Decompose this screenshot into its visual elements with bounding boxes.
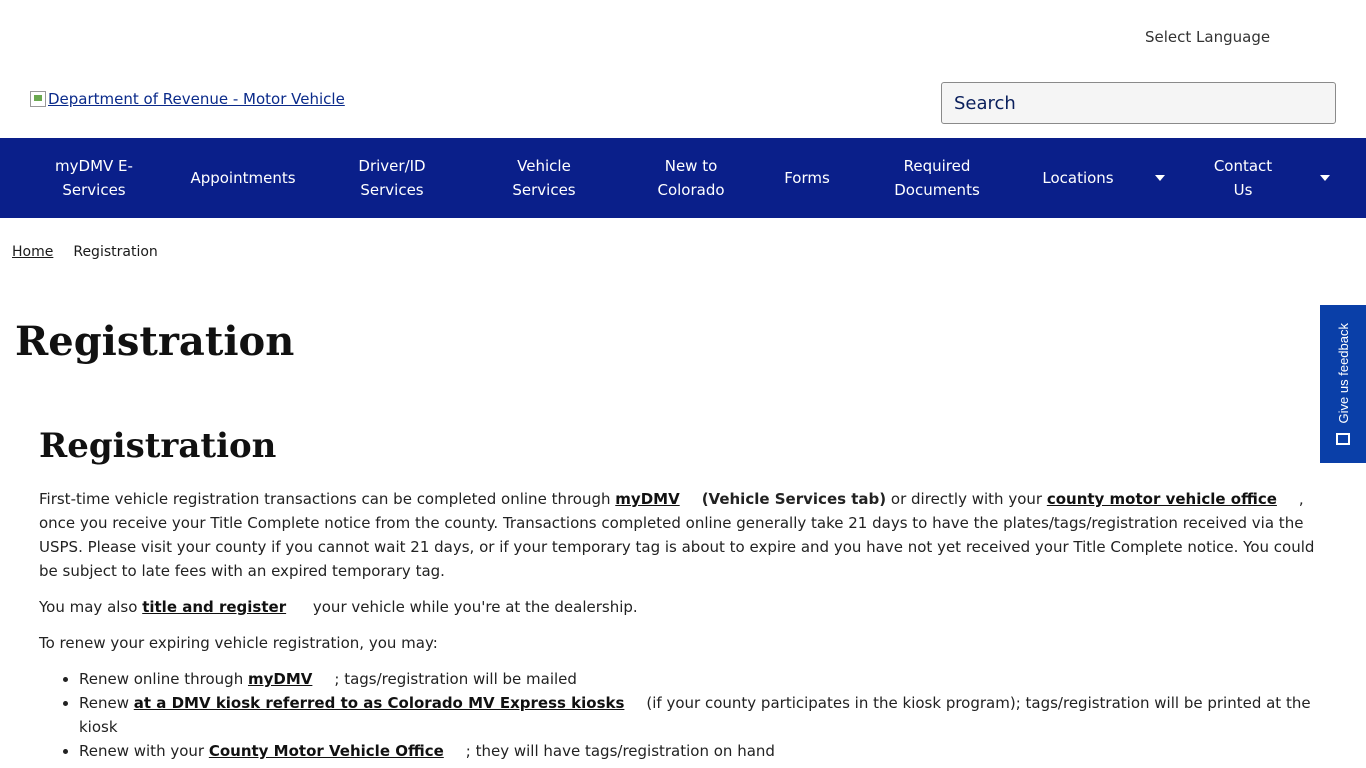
- paragraph-dealership: You may also title and register your vehicle while you're at the dealership.: [39, 598, 638, 616]
- renew-mydmv-link[interactable]: myDMV: [247, 670, 313, 688]
- list-item: • Renew with your County Motor Vehicle Office ; they will have tags/registration on hand: [79, 739, 1324, 763]
- feedback-tab[interactable]: [1320, 305, 1366, 463]
- mydmv-link[interactable]: myDMV: [615, 490, 680, 508]
- kiosk-link[interactable]: at a DMV kiosk referred to as Colorado MV Express kiosks: [133, 694, 625, 712]
- list-item: • Renew online through myDMV ; tags/registration will be mailed: [79, 667, 1324, 691]
- breadcrumb-current: Registration: [73, 244, 158, 260]
- logo-alt-text: Department of Revenue - Motor Vehicle: [48, 90, 345, 108]
- county-office-link-2[interactable]: County Motor Vehicle Office: [208, 742, 444, 760]
- paragraph-first-time: First-time vehicle registration transactions can be completed online through myDMV (Vehicle Services tab) or directly with your county motor vehicle office , once you receive your Title Complete notice from the county. Transactions completed online generally take 21 days to have the plates/tags/registration received via the USPS. Please visit your county if you cannot wait 21 days, or if your temporary tag is about to expire and you have not yet received your Title Complete notice. You could be subject to late fees with an expired temporary tag.: [39, 490, 1315, 580]
- select-language-link[interactable]: Select Language: [1145, 28, 1271, 46]
- nav-item-driver-id[interactable]: Driver/ID Services: [358, 157, 426, 199]
- nav-item-vehicle-services[interactable]: Vehicle Services: [512, 157, 576, 199]
- breadcrumb: [12, 244, 158, 260]
- search-input[interactable]: [941, 82, 1336, 124]
- breadcrumb-home-link[interactable]: Home: [12, 244, 54, 260]
- nav-item-appointments[interactable]: Appointments: [190, 169, 296, 187]
- paragraph-renew-intro: To renew your expiring vehicle registration, you may:: [39, 634, 438, 652]
- feedback-icon: [1336, 433, 1350, 445]
- main-content: [39, 487, 1324, 763]
- section-title: Registration: [39, 426, 277, 466]
- nav-item-required-documents[interactable]: Required Documents: [894, 157, 980, 199]
- nav-item-contact-us[interactable]: Contact Us: [1213, 157, 1273, 199]
- contact-chevron-down-icon[interactable]: [1320, 175, 1330, 181]
- nav-item-mydmv[interactable]: myDMV E-Services: [55, 157, 133, 199]
- locations-chevron-down-icon[interactable]: [1155, 175, 1165, 181]
- site-logo-link[interactable]: [30, 90, 345, 108]
- county-office-link[interactable]: county motor vehicle office: [1046, 490, 1277, 508]
- title-register-link[interactable]: title and register: [142, 598, 287, 616]
- nav-item-forms[interactable]: Forms: [784, 169, 830, 187]
- renew-options-list: [79, 667, 1324, 763]
- broken-image-icon: [30, 91, 46, 107]
- search-placeholder: Search: [954, 92, 1016, 114]
- page-title: Registration: [15, 318, 295, 365]
- nav-item-new-to-colorado[interactable]: New to Colorado: [657, 157, 725, 199]
- nav-item-locations[interactable]: Locations: [1042, 169, 1114, 187]
- list-item: • Renew at a DMV kiosk referred to as Colorado MV Express kiosks (if your county participates in the kiosk program); tags/registration will be printed at the kiosk: [79, 691, 1324, 739]
- feedback-label: Give us feedback: [1335, 322, 1351, 424]
